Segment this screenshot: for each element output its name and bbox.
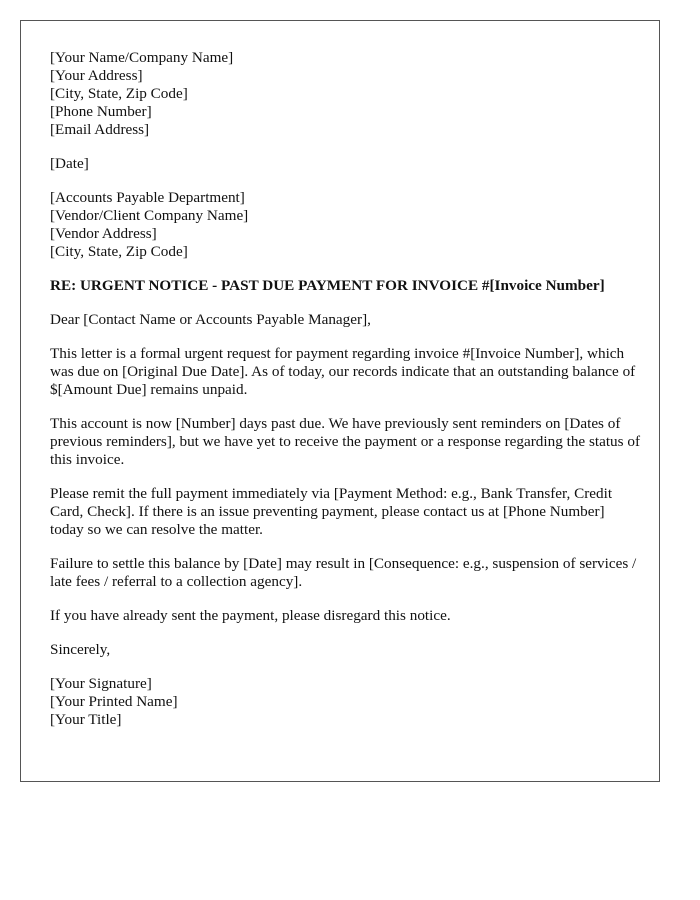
letter-date: [Date] xyxy=(50,155,89,172)
recipient-city-state-zip: [City, State, Zip Code] xyxy=(50,243,188,260)
sender-city-state-zip: [City, State, Zip Code] xyxy=(50,85,188,102)
recipient-address: [Vendor Address] xyxy=(50,225,157,242)
date-block xyxy=(50,155,640,173)
recipient-department: [Accounts Payable Department] xyxy=(50,189,245,206)
sender-phone: [Phone Number] xyxy=(50,103,152,120)
closing: Sincerely, xyxy=(50,641,111,658)
letter-document xyxy=(20,20,660,782)
body-paragraph-2: This account is now [Number] days past due. We have previously sent reminders on [Dates of previous reminders], but we have yet to receive the payment or a response regarding the status of this invoice. xyxy=(50,415,640,468)
body-paragraph-5: If you have already sent the payment, please disregard this notice. xyxy=(50,607,451,624)
sender-address: [Your Address] xyxy=(50,67,143,84)
recipient-block xyxy=(50,189,640,261)
sender-email: [Email Address] xyxy=(50,121,150,138)
letter-content xyxy=(50,49,640,729)
signature-block xyxy=(50,675,640,729)
sender-block xyxy=(50,49,640,139)
recipient-company: [Vendor/Client Company Name] xyxy=(50,207,249,224)
subject-line: RE: URGENT NOTICE - PAST DUE PAYMENT FOR INVOICE #[Invoice Number] xyxy=(50,277,605,294)
signature: [Your Signature] xyxy=(50,675,152,692)
printed-name: [Your Printed Name] xyxy=(50,693,178,710)
salutation: Dear [Contact Name or Accounts Payable Manager], xyxy=(50,311,371,328)
sender-name: [Your Name/Company Name] xyxy=(50,49,234,66)
body-paragraph-4: Failure to settle this balance by [Date] may result in [Consequence: e.g., suspension of services / late fees / referral to a collection agency]. xyxy=(50,555,637,590)
body-paragraph-1: This letter is a formal urgent request for payment regarding invoice #[Invoice Number], which was due on [Original Due Date]. As of today, our records indicate that an outstanding balance of $[Amount Due] remains unpaid. xyxy=(50,345,636,398)
body-paragraph-3: Please remit the full payment immediately via [Payment Method: e.g., Bank Transfer, Credit Card, Check]. If there is an issue preventing payment, please contact us at [Phone Number] today so we can resolve the matter. xyxy=(50,485,613,538)
signer-title: [Your Title] xyxy=(50,711,122,728)
